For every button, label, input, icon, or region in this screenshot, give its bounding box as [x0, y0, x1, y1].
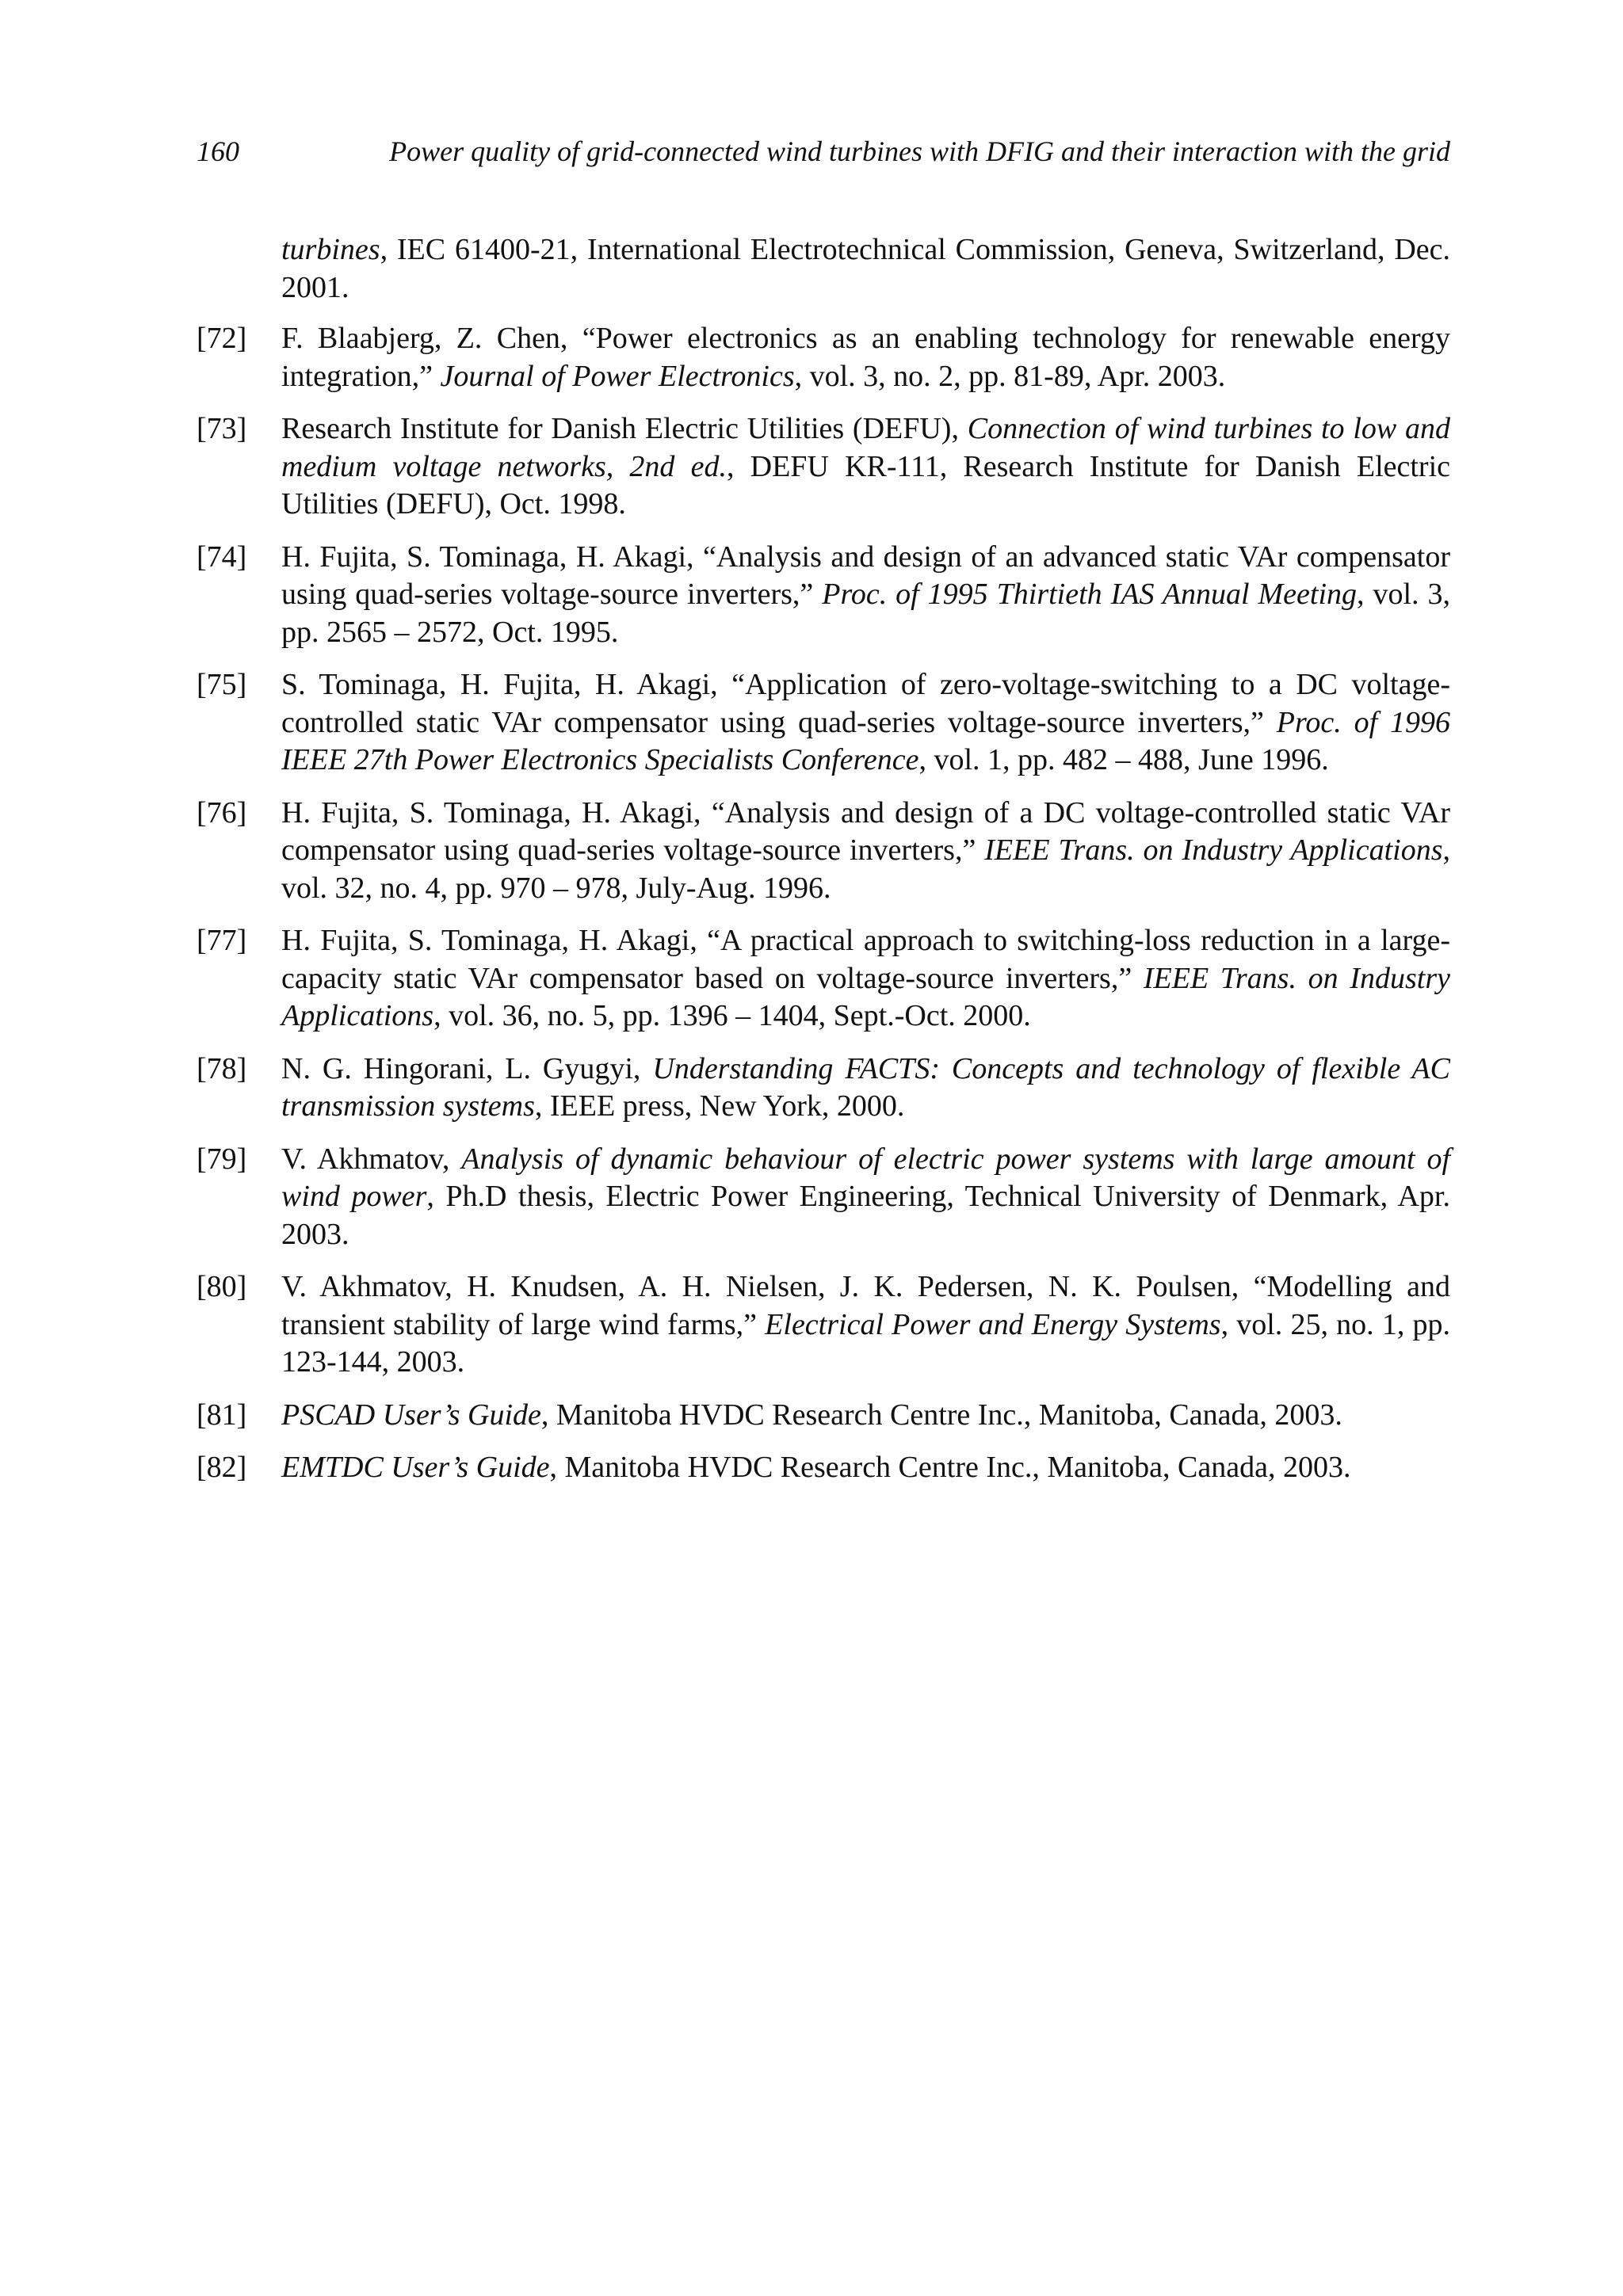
reference-italic-segment: Analysis of dynamic behaviour of electric power systems with large amount of wind power: [281, 1142, 1450, 1213]
reference-text: [281, 231, 1450, 307]
reference-italic-segment: IEEE Trans. on Industry Applications: [984, 833, 1443, 867]
reference-italic-segment: Connection of wind turbines to low and medium voltage networks, 2nd ed.: [281, 412, 1450, 483]
reference-entry-80: [197, 1268, 1450, 1382]
reference-entry-81: [197, 1397, 1450, 1435]
reference-list: [197, 231, 1450, 1502]
running-header: [197, 132, 1450, 171]
reference-entry-82: [197, 1449, 1450, 1487]
reference-text: [281, 1449, 1450, 1487]
reference-segment: , IEEE press, New York, 2000.: [534, 1089, 905, 1123]
reference-italic-segment: Proc. of 1996 IEEE 27th Power Electronics Specialists Conference: [281, 705, 1450, 776]
reference-text: [281, 1051, 1450, 1126]
reference-segment: S. Tominaga, H. Fujita, H. Akagi, “Application of zero-voltage-switching to a DC voltage-controlled static VAr compensator using quad-series voltage-source inverters,”: [281, 668, 1450, 739]
reference-text: [281, 666, 1450, 780]
reference-entry-73: [197, 410, 1450, 524]
reference-label: [74]: [197, 540, 247, 574]
reference-entry-77: [197, 922, 1450, 1035]
reference-segment: , vol. 36, no. 5, pp. 1396 – 1404, Sept.-Oct. 2000.: [433, 999, 1031, 1032]
reference-italic-segment: Journal of Power Electronics: [440, 359, 795, 393]
reference-label: [78]: [197, 1051, 247, 1085]
reference-segment: H. Fujita, S. Tominaga, H. Akagi, “Analysis and design of a DC voltage-controlled static VAr compensator using quad-series voltage-source inverters,”: [281, 795, 1450, 867]
reference-text: [281, 539, 1450, 652]
reference-italic-segment: EMTDC User’s Guide: [281, 1451, 550, 1484]
reference-italic-segment: Electrical Power and Energy Systems: [765, 1307, 1221, 1341]
reference-text: [281, 1141, 1450, 1254]
reference-italic-segment: turbines: [281, 233, 380, 266]
reference-entry-72: [197, 320, 1450, 395]
reference-text: [281, 922, 1450, 1035]
reference-text: [281, 1268, 1450, 1382]
reference-italic-segment: PSCAD User’s Guide: [281, 1398, 541, 1432]
reference-segment: , vol. 25, no. 1, pp. 123-144, 2003.: [281, 1307, 1451, 1379]
page-number: 160: [197, 135, 239, 167]
reference-segment: H. Fujita, S. Tominaga, H. Akagi, “A practical approach to switching-loss reduction in a large-capacity static VAr compensator based on voltage-source inverters,”: [281, 924, 1450, 995]
reference-label: [76]: [197, 795, 247, 830]
reference-label: [80]: [197, 1270, 247, 1303]
reference-segment: , vol. 3, no. 2, pp. 81-89, Apr. 2003.: [794, 359, 1226, 393]
reference-segment: , Manitoba HVDC Research Centre Inc., Manitoba, Canada, 2003.: [549, 1451, 1351, 1484]
reference-text: [281, 410, 1450, 524]
reference-segment: , Manitoba HVDC Research Centre Inc., Manitoba, Canada, 2003.: [540, 1398, 1342, 1432]
reference-segment: Research Institute for Danish Electric Utilities (DEFU),: [281, 412, 968, 445]
reference-segment: V. Akhmatov, H. Knudsen, A. H. Nielsen, J. K. Pedersen, N. K. Poulsen, “Modelling and transient stability of large wind farms,”: [281, 1270, 1450, 1341]
reference-segment: , Ph.D thesis, Electric Power Engineering, Technical University of Denmark, Apr. 2003.: [281, 1180, 1450, 1251]
reference-text: [281, 320, 1450, 395]
reference-label: [73]: [197, 412, 247, 445]
reference-segment: V. Akhmatov,: [281, 1142, 462, 1176]
reference-label: [75]: [197, 668, 247, 701]
reference-entry-74: [197, 539, 1450, 652]
reference-segment: F. Blaabjerg, Z. Chen, “Power electronics as an enabling technology for renewable energy integration,”: [281, 322, 1450, 393]
reference-entry-75: [197, 666, 1450, 780]
reference-italic-segment: IEEE Trans. on Industry Applications: [281, 961, 1450, 1032]
reference-label: [81]: [197, 1398, 247, 1432]
reference-segment: H. Fujita, S. Tominaga, H. Akagi, “Analysis and design of an advanced static VAr compensator using quad-series voltage-source inverters,”: [281, 540, 1450, 611]
reference-italic-segment: Understanding FACTS: Concepts and technology of flexible AC transmission systems: [281, 1051, 1450, 1123]
running-title: Power quality of grid-connected wind turbines with DFIG and their interaction with the grid: [389, 135, 1450, 167]
reference-entry-76: [197, 795, 1450, 908]
reference-text: [281, 1397, 1450, 1435]
reference-entry-78: [197, 1051, 1450, 1126]
reference-entry-79: [197, 1141, 1450, 1254]
reference-segment: N. G. Hingorani, L. Gyugyi,: [281, 1051, 653, 1085]
reference-segment: , vol. 1, pp. 482 – 488, June 1996.: [918, 743, 1329, 776]
reference-entry-continuation: [197, 231, 1450, 307]
reference-label: [72]: [197, 322, 247, 355]
reference-segment: , vol. 32, no. 4, pp. 970 – 978, July-Aug. 1996.: [281, 833, 1451, 905]
reference-label: [82]: [197, 1451, 247, 1484]
reference-segment: , IEC 61400-21, International Electrotechnical Commission, Geneva, Switzerland, Dec. 2001.: [281, 233, 1450, 304]
reference-segment: , DEFU KR-111, Research Institute for Danish Electric Utilities (DEFU), Oct. 1998.: [281, 449, 1450, 521]
reference-label: [77]: [197, 924, 247, 957]
reference-segment: , vol. 3, pp. 2565 – 2572, Oct. 1995.: [281, 578, 1451, 649]
reference-label: [79]: [197, 1142, 247, 1176]
reference-italic-segment: Proc. of 1995 Thirtieth IAS Annual Meeting: [822, 578, 1358, 611]
reference-text: [281, 795, 1450, 908]
